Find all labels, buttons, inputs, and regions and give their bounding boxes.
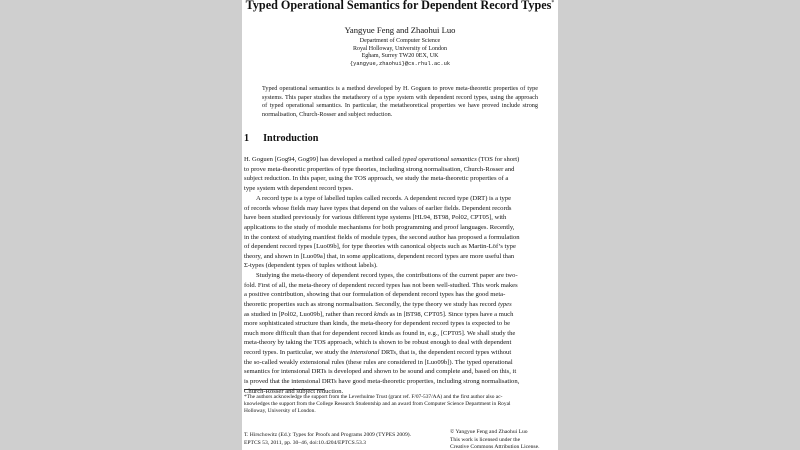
text-run: A record type is a type of labelled tuples called records. A dependent record type (DRT) is a type [256,195,512,202]
paragraph-line [244,242,558,252]
abstract: Typed operational semantics is a method developed by H. Goguen to prove meta-theoretic properties of type systems. This paper studies the metatheory of a type system with dependent record types, using the approach of typed operational semantics. In particular, the metatheoretical properties we have proved include strong normalisation, Church-Rosser and subject reduction. [262,85,538,118]
footnote-rule [244,389,324,390]
paragraph-line [244,233,558,243]
body-paragraph [244,271,558,396]
affiliation [242,38,558,61]
paper-title-text: Typed Operational Semantics for Dependent Record Types [245,0,552,12]
text-run: Σ-types (dependent types of tuples without labels). [244,262,378,270]
text-run: type system with dependent record types. [244,184,354,192]
text-run: Studying the meta-theory of dependent record types, the contributions of the current paper are two- [256,272,518,279]
footnote-line: knowledges the support from the College Research Studentship and an award from Computer Science Department in Royal [244,401,511,408]
text-run: as in [BT98, CPT05]. Since types have a much [387,310,514,318]
venue-line: T. Hirschowitz (Ed.): Types for Proofs and Programs 2009 (TYPES 2009). [244,432,412,438]
text-run: (TOS for short) [476,156,520,163]
text-run: theoretic properties such as strong normalisation. Secondly, the type theory we study has record [244,300,499,308]
paragraph-line [244,261,558,271]
text-run: Church-Rosser and subject reduction. [244,387,344,395]
paragraph-line [244,329,558,339]
text-run: meta-theory by taking the TOS approach, which is shown to be robust enough to deal with dependent [244,339,512,347]
author-email: {yangyue,zhaohui}@cs.rhul.ac.uk [349,61,451,67]
text-run: applications to the study of module mechanisms for both programming and proof languages. Recently, [244,223,515,231]
text-run: much more difficult than that for dependent record kinds as found in, e.g., [CPT05]. We shall study the [244,329,516,337]
affiliation-line: Royal Holloway, University of London [352,45,448,52]
text-run: H. Goguen [Gog94, Gog99] has developed a method called [244,156,403,163]
paragraph-line [244,213,558,223]
license-line: © Yangyue Feng and Zhaohui Luo [450,429,528,435]
paragraph-line [244,204,558,214]
paragraph-line [244,338,558,348]
emphasized-text: kinds [374,310,388,318]
text-run: of records whose fields may have types that depend on the values of earlier fields. Dependent records [244,204,512,212]
text-run: have been studied previously for various different type systems [HL94, BT98, Pol02, CPT05], with [244,214,507,222]
paragraph-line [244,223,558,233]
footnote-line: Holloway, University of London. [244,408,316,415]
emphasized-text: typed operational semantics [402,156,477,163]
paragraph-line [244,155,558,165]
paper-title [242,0,558,13]
license-line: This work is licensed under the [450,436,521,443]
affiliation-line: Egham, Surrey TW20 0EX, UK [361,53,439,60]
paragraph-line [244,377,558,387]
paragraph-line [244,165,558,175]
venue-info [244,432,444,447]
license-line: Creative Commons Attribution License. [450,444,540,450]
body-paragraph [244,194,558,271]
paragraph-line [244,358,558,368]
body-paragraph [244,155,558,194]
paragraph-line [244,348,558,358]
paper-page [242,0,558,450]
text-run: more sophisticated structure than kinds, the meta-theory for dependent record types is expected to be [244,320,511,328]
text-run: in the context of studying manifest fields of module types, the second author has proposed a formulation [244,233,520,241]
text-run: the so-called weakly extensional rules (these rules are considered in [Luo09b]). The typed operational [244,358,513,366]
emphasized-text: intensional [350,349,380,356]
text-run: to prove meta-theoretic properties of type theories, including strong normalisation, Church-Rosser and [244,165,515,173]
paragraph-line [244,174,558,184]
affiliation-line: Department of Computer Science [359,38,441,44]
text-run: DRTs, that is, the dependent record types without [379,349,512,356]
section-title: Introduction [263,133,319,144]
text-run: as studied in [Pol02, Luo09b], rather than record [244,310,375,318]
paragraph-line [244,310,558,320]
text-run: subject reduction. In this paper, using the TOS approach, we study the meta-theoretic properties of a [244,175,509,183]
paragraph-line [244,300,558,310]
text-run: record types. In particular, we study the [244,349,351,356]
section-heading [244,133,318,144]
emphasized-text: types [498,300,512,308]
text-run: is proved that the intensional DRTs have good meta-theoretic properties, including strong normalisation, [244,377,520,385]
venue-line: EPTCS 53, 2011, pp. 30–46, doi:10.4204/EPTCS.53.3 [244,439,366,446]
title-footnote-mark: * [551,0,555,6]
text-run: theory, and shown in [Luo09a] that, in some applications, dependent record types are more useful than [244,252,515,260]
text-run: of dependent record types [Luo09b], for type theories with canonical objects such as Martin-Löf’s type [244,243,516,251]
paragraph-line [244,290,558,300]
paragraph-line [244,184,558,194]
text-run: fold. First of all, the meta-theory of dependent record types has not been well-studied. This work makes [244,281,518,289]
license-info [450,429,558,450]
paragraph-line [244,319,558,329]
paragraph-line [244,281,558,291]
text-run: a positive contribution, showing that our formulation of dependent record types has the good meta- [244,291,506,299]
footnote-line: *The authors acknowledge the support from the Leverhulme Trust (grant ref. F/07-537/AA) and the first author also ac- [244,394,503,400]
author-list: Yangyue Feng and Zhaohui Luo [344,25,456,35]
section-number: 1 [244,133,250,144]
footnote [244,394,558,415]
paragraph-line [244,252,558,262]
text-run: semantics for intensional DRTs is developed and shown to be sound and complete and, based on this, it [244,368,517,376]
paragraph-line [244,271,558,281]
paragraph-line [244,194,558,204]
paragraph-line [244,367,558,377]
